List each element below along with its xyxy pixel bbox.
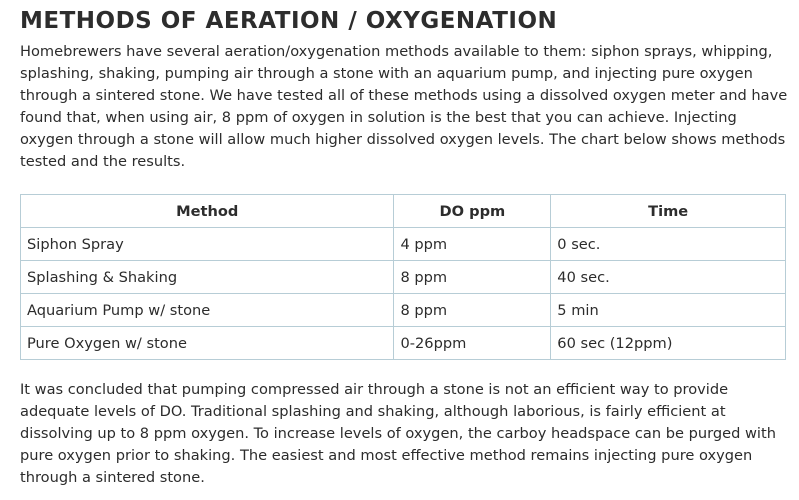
cell-method: Pure Oxygen w/ stone: [21, 327, 394, 360]
table-row: [21, 294, 786, 327]
cell-method: Siphon Spray: [21, 228, 394, 261]
cell-do-ppm: 4 ppm: [394, 228, 551, 261]
cell-method: Splashing & Shaking: [21, 261, 394, 294]
column-header-method: Method: [21, 195, 394, 228]
cell-time: 40 sec.: [551, 261, 786, 294]
cell-time: 60 sec (12ppm): [551, 327, 786, 360]
table-row: [21, 327, 786, 360]
table-header-row: [21, 195, 786, 228]
cell-time: 5 min: [551, 294, 786, 327]
cell-time: 0 sec.: [551, 228, 786, 261]
cell-do-ppm: 8 ppm: [394, 294, 551, 327]
page-title: METHODS OF AERATION / OXYGENATION: [20, 8, 558, 34]
column-header-time: Time: [551, 195, 786, 228]
results-table: [20, 194, 786, 360]
column-header-do-ppm: DO ppm: [394, 195, 551, 228]
cell-do-ppm: 8 ppm: [394, 261, 551, 294]
table-row: [21, 228, 786, 261]
cell-method: Aquarium Pump w/ stone: [21, 294, 394, 327]
cell-do-ppm: 0-26ppm: [394, 327, 551, 360]
conclusion-paragraph: It was concluded that pumping compressed air through a stone is not an efficient way to provide adequate levels of DO. Traditional splashing and shaking, although laborious, is fairly efficient at dissolving up to 8 ppm oxygen. To increase levels of oxygen, the carboy headspace can be purged with pure oxygen prior to shaking. The easiest and most effective method remains injecting pure oxygen through a sintered stone.: [20, 381, 776, 486]
table-row: [21, 261, 786, 294]
intro-paragraph: Homebrewers have several aeration/oxygenation methods available to them: siphon sprays, whipping, splashing, shaking, pumping air through a stone with an aquarium pump, and injecting pure oxygen through a sintered stone. We have tested all of these methods using a dissolved oxygen meter and have found that, when using air, 8 ppm of oxygen in solution is the best that you can achieve. Injecting oxygen through a stone will allow much higher dissolved oxygen levels. The chart below shows methods tested and the results.: [20, 43, 788, 170]
